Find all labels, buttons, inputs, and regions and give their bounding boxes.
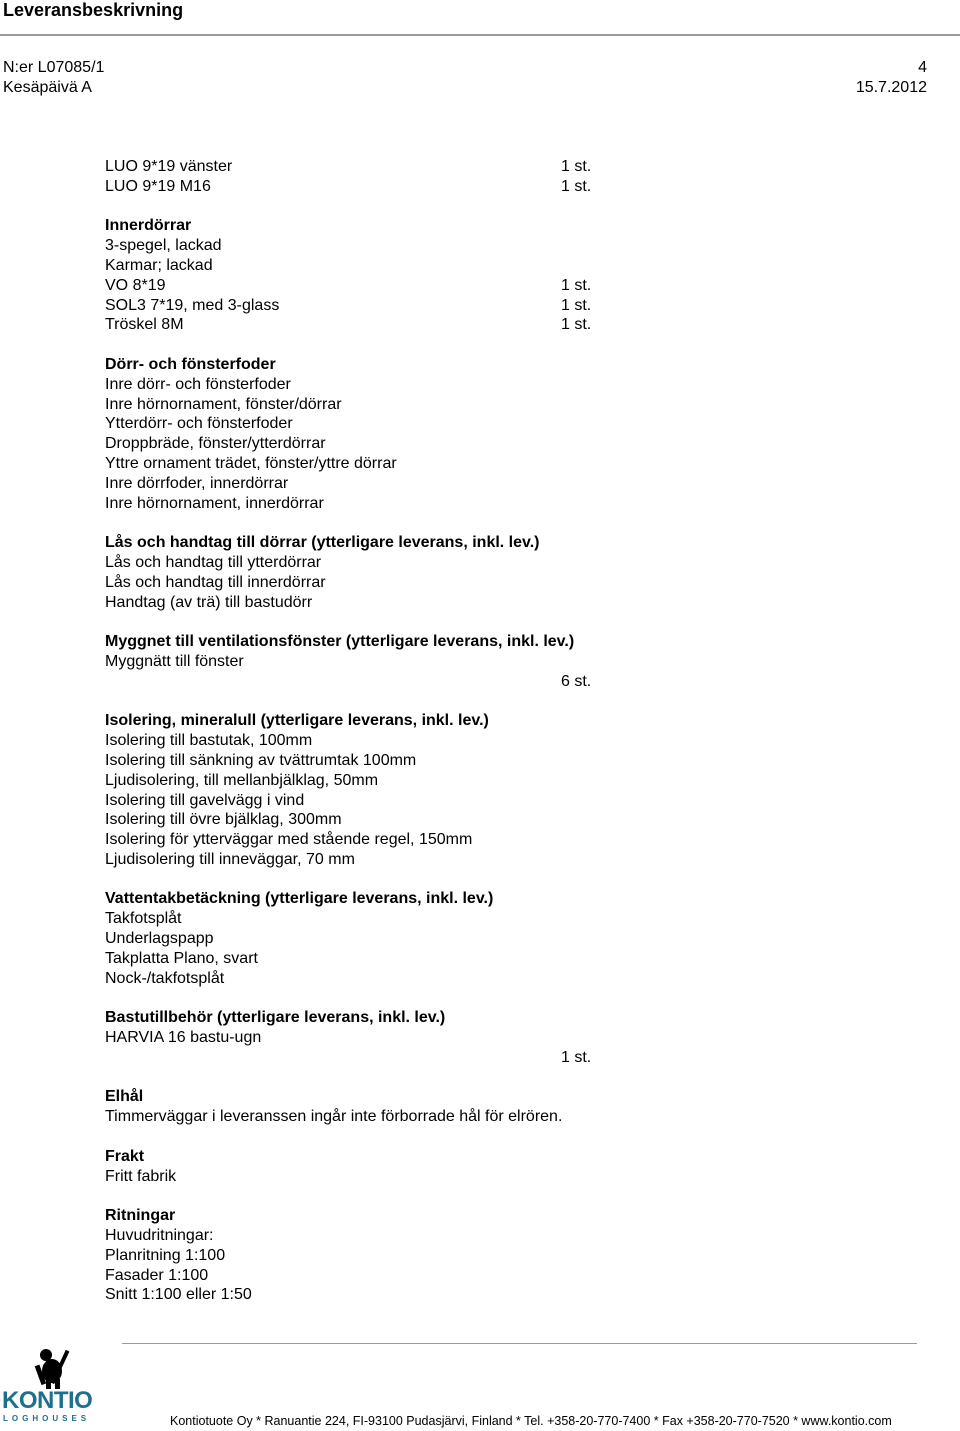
item-text: Inre hörnornament, innerdörrar: [105, 494, 324, 512]
section-heading: [105, 1206, 665, 1226]
list-item: [105, 414, 665, 434]
list-item: [105, 672, 665, 692]
footer-divider: [122, 1343, 917, 1344]
item-text: Takplatta Plano, svart: [105, 949, 258, 967]
item-text: Lås och handtag till innerdörrar: [105, 573, 326, 591]
item-text: Vattentakbetäckning (ytterligare leverans, inkl. lev.): [105, 890, 494, 908]
item-text: Myggnet till ventilationsfönster (ytterligare leverans, inkl. lev.): [105, 633, 575, 651]
item-text: Inre dörrfoder, innerdörrar: [105, 474, 289, 492]
section-heading: [105, 1087, 665, 1107]
section-heading: [105, 632, 665, 652]
item-text: Ritningar: [105, 1207, 176, 1225]
list-item: [105, 929, 665, 949]
item-text: LUO 9*19 M16: [105, 177, 211, 195]
item-text: 3-spegel, lackad: [105, 237, 222, 255]
list-item: [105, 474, 665, 494]
item-text: Takfotsplåt: [105, 910, 182, 928]
item-text: Timmerväggar i leveranssen ingår inte förborrade hål för elrören.: [105, 1108, 563, 1126]
item-text: HARVIA 16 bastu-ugn: [105, 1029, 262, 1047]
company-contact: Kontiotuote Oy * Ranuantie 224, FI-93100 Pudasjärvi, Finland * Tel. +358-20-770-7400 * Fax +358-20-770-7520 * www.kontio.com: [170, 1414, 892, 1428]
item-quantity: 1 st.: [561, 316, 592, 334]
list-item: [105, 969, 665, 989]
section-heading: [105, 711, 665, 731]
item-text: Fritt fabrik: [105, 1167, 177, 1185]
item-text: Elhål: [105, 1088, 144, 1106]
list-item: [105, 751, 665, 771]
item-text: Handtag (av trä) till bastudörr: [105, 593, 313, 611]
item-quantity: 1 st.: [561, 276, 592, 294]
list-item: [105, 296, 665, 316]
list-item: [105, 1107, 665, 1127]
list-item: [105, 652, 665, 672]
spacer: [105, 1186, 665, 1206]
spacer: [105, 1068, 665, 1088]
item-text: Ljudisolering, till mellanbjälklag, 50mm: [105, 771, 379, 789]
item-text: VO 8*19: [105, 276, 166, 294]
spacer: [105, 692, 665, 712]
item-text: Fasader 1:100: [105, 1266, 209, 1284]
list-item: [105, 1246, 665, 1266]
spacer: [105, 612, 665, 632]
list-item: [105, 850, 665, 870]
list-item: [105, 315, 665, 335]
section-heading: [105, 1147, 665, 1167]
document-date: 15.7.2012: [855, 79, 927, 96]
section-heading: [105, 1008, 665, 1028]
section-heading: [105, 533, 665, 553]
list-item: [105, 593, 665, 613]
item-text: SOL3 7*19, med 3-glass: [105, 296, 280, 314]
item-text: Underlagspapp: [105, 930, 214, 948]
item-text: Isolering till övre bjälklag, 300mm: [105, 811, 342, 829]
spacer: [105, 1127, 665, 1147]
logo-wordmark: KONTIO: [2, 1387, 93, 1414]
item-text: Isolering till bastutak, 100mm: [105, 732, 313, 750]
list-item: [105, 1028, 665, 1048]
section-heading: [105, 216, 665, 236]
item-text: Snitt 1:100 eller 1:50: [105, 1286, 252, 1304]
list-item: [105, 1167, 665, 1187]
item-text: Inre hörnornament, fönster/dörrar: [105, 395, 342, 413]
spacer: [105, 870, 665, 890]
item-text: Myggnätt till fönster: [105, 652, 244, 670]
list-item: [105, 771, 665, 791]
item-text: Droppbräde, fönster/ytterdörrar: [105, 435, 326, 453]
item-text: Isolering till gavelvägg i vind: [105, 791, 305, 809]
item-text: Isolering till sänkning av tvättrumtak 100mm: [105, 751, 417, 769]
list-item: [105, 177, 665, 197]
item-quantity: 1 st.: [561, 296, 592, 314]
list-item: [105, 434, 665, 454]
list-item: [105, 949, 665, 969]
item-text: Lås och handtag till ytterdörrar: [105, 553, 322, 571]
page-number: 4: [918, 59, 927, 76]
list-item: [105, 573, 665, 593]
header-divider: [0, 34, 960, 36]
list-item: [105, 395, 665, 415]
section-heading: [105, 355, 665, 375]
list-item: [105, 810, 665, 830]
document-title: Leveransbeskrivning: [3, 0, 184, 20]
item-text: Inre dörr- och fönsterfoder: [105, 375, 291, 393]
spacer: [105, 988, 665, 1008]
list-item: [105, 454, 665, 474]
item-quantity: 1 st.: [561, 1048, 592, 1066]
list-item: [105, 830, 665, 850]
section-heading: [105, 889, 665, 909]
list-item: [105, 157, 665, 177]
list-item: [105, 1285, 665, 1305]
doc-number: N:er L07085/1: [3, 59, 105, 76]
delivery-list: [105, 157, 665, 1305]
list-item: [105, 909, 665, 929]
item-text: Frakt: [105, 1147, 145, 1165]
list-item: [105, 1226, 665, 1246]
list-item: [105, 375, 665, 395]
spacer: [105, 335, 665, 355]
item-text: Tröskel 8M: [105, 316, 184, 334]
item-text: Karmar; lackad: [105, 256, 213, 274]
item-quantity: 6 st.: [561, 672, 592, 690]
item-text: LUO 9*19 vänster: [105, 158, 233, 175]
list-item: [105, 553, 665, 573]
list-item: [105, 256, 665, 276]
spacer: [105, 513, 665, 533]
item-text: Yttre ornament trädet, fönster/yttre dörrar: [105, 454, 397, 472]
item-text: Dörr- och fönsterfoder: [105, 355, 276, 373]
item-text: Lås och handtag till dörrar (ytterligare leverans, inkl. lev.): [105, 534, 540, 552]
list-item: [105, 276, 665, 296]
project-name: Kesäpäivä A: [3, 79, 92, 96]
item-text: Bastutillbehör (ytterligare leverans, inkl. lev.): [105, 1009, 446, 1027]
list-item: [105, 236, 665, 256]
item-text: Planritning 1:100: [105, 1246, 226, 1264]
item-text: Nock-/takfotsplåt: [105, 969, 225, 987]
item-quantity: 1 st.: [561, 177, 592, 195]
list-item: [105, 494, 665, 514]
list-item: [105, 1266, 665, 1286]
item-text: Ljudisolering till inneväggar, 70 mm: [105, 850, 355, 868]
item-text: Huvudritningar:: [105, 1227, 214, 1245]
item-text: Isolering, mineralull (ytterligare leverans, inkl. lev.): [105, 712, 489, 730]
item-text: Innerdörrar: [105, 217, 192, 235]
list-item: [105, 1048, 665, 1068]
item-text: Isolering för ytterväggar med stående regel, 150mm: [105, 831, 473, 849]
item-quantity: 1 st.: [561, 158, 592, 175]
spacer: [105, 197, 665, 217]
list-item: [105, 791, 665, 811]
logo-subtitle: LOGHOUSES: [3, 1414, 91, 1423]
item-text: Ytterdörr- och fönsterfoder: [105, 415, 293, 433]
list-item: [105, 731, 665, 751]
